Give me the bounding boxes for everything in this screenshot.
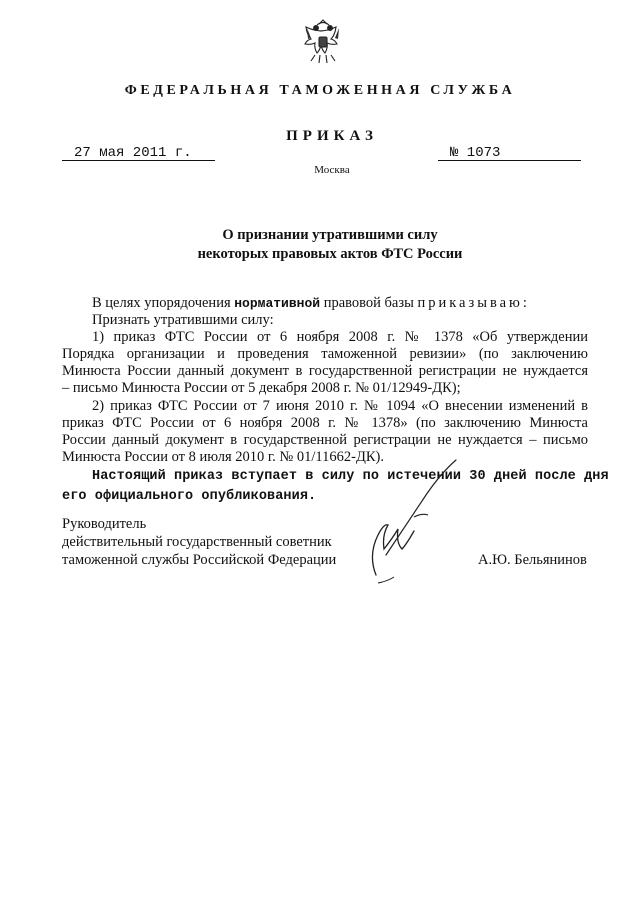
- item2-line: Минюста России от 8 июля 2010 г. № 01/11662-ДК).: [62, 449, 384, 465]
- item2-line: 2) приказ ФТС России от 7 июня 2010 г. № 1094 «О внесении изменений в: [92, 398, 588, 414]
- order-date: 27 мая 2011 г.: [74, 145, 192, 161]
- signatory-title: Руководитель: [62, 516, 147, 532]
- subject-line: некоторых правовых актов ФТС России: [197, 246, 463, 262]
- intro-text: нормативной: [234, 296, 321, 311]
- number-underline: [438, 160, 581, 161]
- declare-line: Признать утратившими силу:: [92, 312, 274, 328]
- item1-line: Минюста России данный документ в государственной регистрации не нуждается: [62, 363, 588, 379]
- item2-line: России данный документ в государственной регистрации не нуждается – письмо: [62, 432, 588, 448]
- handwritten-signature-icon: [356, 455, 476, 590]
- intro-paragraph: [92, 295, 530, 312]
- item1-line: – письмо Минюста России от 5 декабря 2008 г. № 01/12949-ДК);: [62, 380, 461, 396]
- order-number: № 1073: [450, 145, 501, 161]
- subject-line: О признании утратившими силу: [222, 227, 438, 243]
- city: Москва: [314, 164, 350, 176]
- item1-line: Порядка организации и проведения таможенной ревизии» (по заключению: [62, 346, 588, 362]
- document-subject: [0, 226, 640, 264]
- effective-line: его официального опубликования.: [62, 489, 317, 504]
- document-type: ПРИКАЗ: [286, 128, 378, 144]
- intro-text: приказываю:: [417, 295, 530, 311]
- intro-text: правовой базы: [323, 295, 414, 311]
- date-underline: [62, 160, 215, 161]
- signatory-title: таможенной службы Российской Федерации: [62, 552, 337, 568]
- item2-line: приказ ФТС России от 6 ноября 2008 г. № 1378» (по заключению Минюста: [62, 415, 588, 431]
- signatory-name: А.Ю. Бельянинов: [478, 552, 587, 568]
- russian-coat-of-arms-icon: [303, 19, 343, 65]
- effective-line: Настоящий приказ вступает в силу по истечении 30 дней после дня: [92, 469, 609, 484]
- signatory-title: действительный государственный советник: [62, 534, 332, 550]
- intro-text: В целях упорядочения: [92, 295, 231, 311]
- item1-line: 1) приказ ФТС России от 6 ноября 2008 г. № 1378 «Об утверждении: [92, 329, 588, 345]
- agency-name: ФЕДЕРАЛЬНАЯ ТАМОЖЕННАЯ СЛУЖБА: [124, 83, 516, 98]
